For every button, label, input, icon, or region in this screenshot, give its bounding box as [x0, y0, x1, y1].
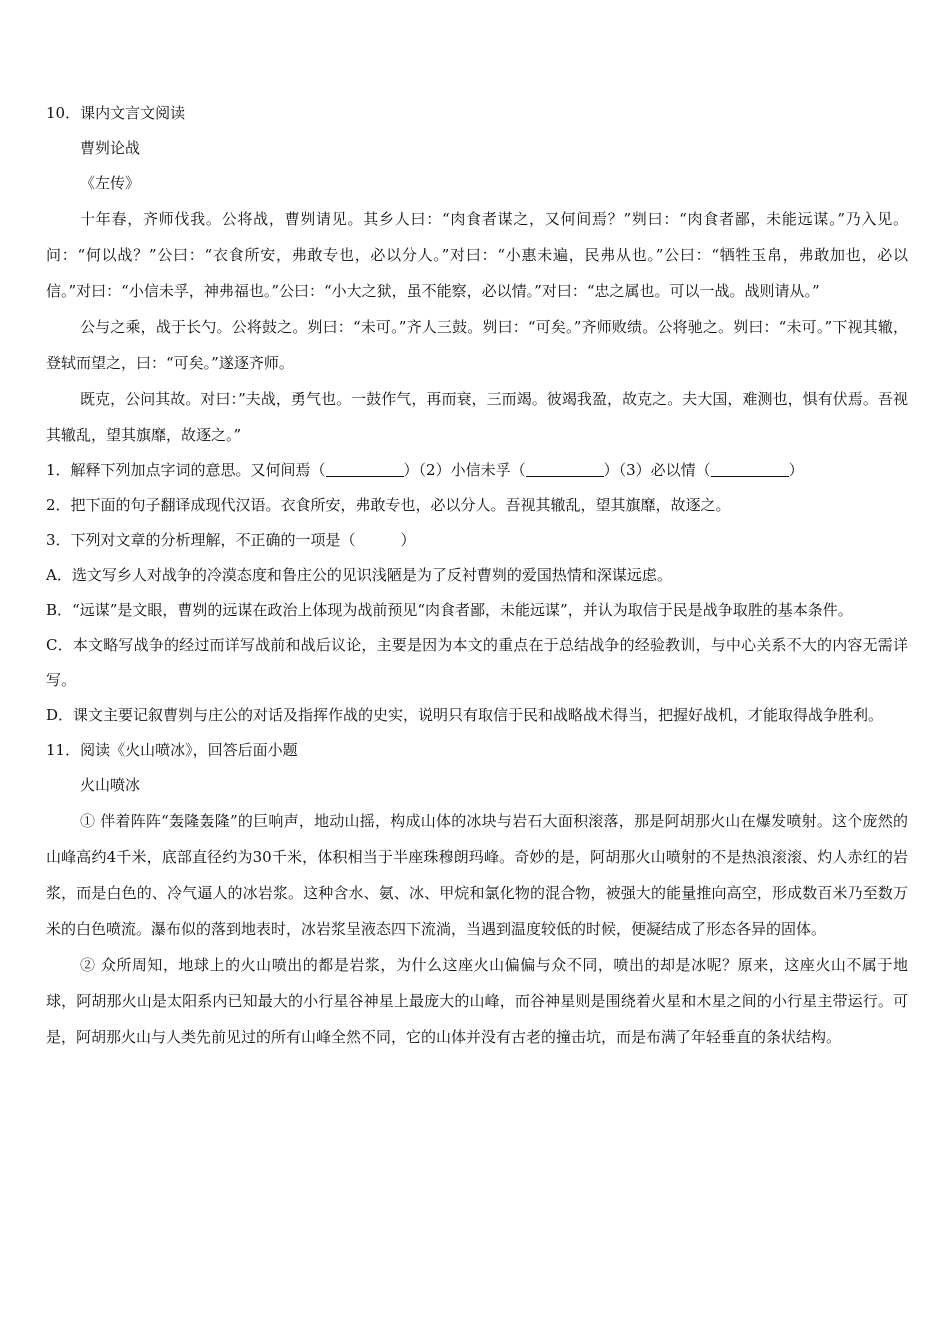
q10-paragraph-3: 既克，公问其故。对曰：”夫战，勇气也。一鼓作气，再而衰，三而竭。彼竭我盈，故克之。夫大国，难测也，惧有伏焉。吾视其辙乱，望其旗靡，故逐之。”	[46, 390, 908, 444]
option-d: D．课文主要记叙曹刿与庄公的对话及指挥作战的史实，说明只有取信于民和战略战术得当，把握好战机，才能取得战争胜利。	[46, 706, 884, 724]
q1-text-a: 1．解释下列加点字词的意思。又何间焉（	[46, 461, 326, 479]
option-c: C．本文略写战争的经过而详写战前和战后议论，主要是因为本文的重点在于总结战争的经验教训，与中心关系不大的内容无需详写。	[46, 636, 908, 689]
q10-question-3: 3．下列对文章的分析理解，不正确的一项是（ ）	[46, 531, 416, 549]
q10-question-1	[46, 453, 908, 488]
exam-page	[46, 96, 908, 1055]
option-b: B．“远谋”是文眼，曹刿的远谋在政治上体现为战前预见“肉食者鄙，未能远谋”，并认为取信于民是战争取胜的基本条件。	[46, 601, 853, 619]
q10-question-2: 2．把下面的句子翻译成现代汉语。衣食所安，弗敢专也，必以分人。吾视其辙乱，望其旗靡，故逐之。	[46, 496, 731, 514]
q10-title: 曹刿论战	[80, 139, 141, 157]
answer-blank-1[interactable]	[326, 460, 404, 477]
q11-paragraph-2: ② 众所周知，地球上的火山喷出的都是岩浆，为什么这座火山偏偏与众不同，喷出的却是冰呢？原来，这座火山不属于地球，阿胡那火山是太阳系内已知最大的小行星谷神星上最庞大的山峰，而谷神星则是围绕着火星和木星之间的小行星主带运行。可是，阿胡那火山与人类先前见过的所有山峰全然不同，它的山体并没有古老的撞击坑，而是布满了年轻垂直的条状结构。	[46, 956, 908, 1046]
answer-blank-2[interactable]	[526, 460, 604, 477]
answer-blank-3[interactable]	[711, 460, 789, 477]
q10-paragraph-2: 公与之乘，战于长勺。公将鼓之。刿曰：“未可。”齐人三鼓。刿曰：“可矣。”齐师败绩。公将驰之。刿曰：“未可。”下视其辙，登轼而望之，曰：“可矣。”遂逐齐师。	[46, 318, 908, 372]
q1-text-c: ）（3）必以情（	[603, 461, 711, 479]
q10-source: 《左传》	[80, 174, 141, 192]
q1-text-d: ）	[788, 461, 804, 479]
option-a: A．选文写乡人对战争的冷漠态度和鲁庄公的见识浅陋是为了反衬曹刿的爱国热情和深谋远虑。	[46, 566, 672, 584]
q10-paragraph-1: 十年春，齐师伐我。公将战，曹刿请见。其乡人曰：“肉食者谋之，又何间焉？”刿曰：“肉食者鄙，未能远谋。”乃入见。问：“何以战？”公曰：“衣食所安，弗敢专也，必以分人。”对曰：“小惠未遍，民弗从也。”公曰：“牺牲玉帛，弗敢加也，必以信。”对曰：“小信未孚，神弗福也。”公曰：“小大之狱，虽不能察，必以情。”对曰：“忠之属也。可以一战。战则请从。”	[46, 210, 908, 300]
q11-paragraph-1: ① 伴着阵阵“轰隆轰隆”的巨响声，地动山摇，构成山体的冰块与岩石大面积滚落，那是阿胡那火山在爆发喷射。这个庞然的山峰高约4千米，底部直径约为30千米，体积相当于半座珠穆朗玛峰。奇妙的是，阿胡那火山喷射的不是热浪滚滚、灼人赤红的岩浆，而是白色的、冷气逼人的冰岩浆。这种含水、氨、冰、甲烷和氯化物的混合物，被强大的能量推向高空，形成数百米乃至数万米的白色喷流。瀑布似的落到地表时，冰岩浆呈液态四下流淌，当遇到温度较低的时候，便凝结成了形态各异的固体。	[46, 812, 908, 938]
q1-text-b: ）（2）小信未孚（	[403, 461, 526, 479]
q10-heading: 10．课内文言文阅读	[46, 104, 186, 122]
q11-heading: 11．阅读《火山喷冰》，回答后面小题	[46, 741, 298, 759]
q11-title: 火山喷冰	[80, 776, 141, 794]
